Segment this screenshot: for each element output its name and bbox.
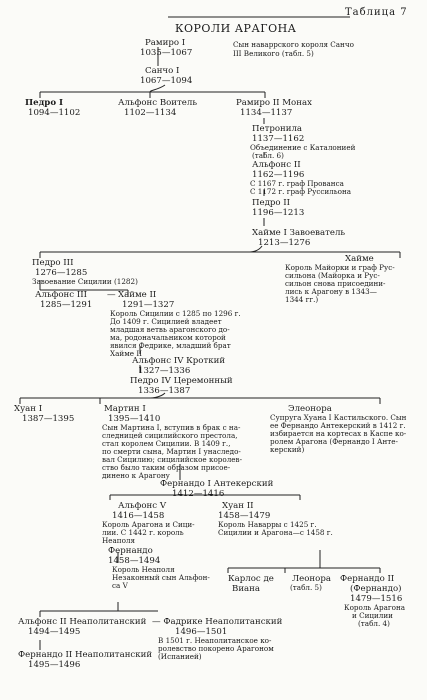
fernando2-note-2: и Сицилии [352,611,393,620]
juan2-name: Хуан II [222,501,254,511]
jaime2-note-4: ма, родоначальником которой [110,333,226,342]
juan2-note-2: Сицилии и Арагона—с 1458 г. [218,528,333,537]
ferrante-note-1: Король Неаполя [112,565,175,574]
jaime2-note-5: явился Федрике, младший брат [110,341,231,350]
petronila-note-2: (табл. 6) [252,151,284,160]
ferrante-note-3: са V [112,581,128,590]
ramiro2-years: 1134—1137 [240,108,293,118]
alfonso4-years: 1327—1336 [138,366,191,376]
jaime2-name: Хайме II [118,290,157,300]
pedro1-name: Педро I [25,98,64,108]
alfonso5-note-1: Король Арагона и Сици- [102,520,195,529]
ramiro1-years: 1035—1067 [140,48,193,58]
leonor-name: Леонора [292,574,331,584]
fernando2-naples-years: 1495—1496 [28,660,81,670]
alfonso2-naples-name: Альфонс II Неаполитанский [18,617,147,627]
jaime2-note-6: Хайме II [110,349,142,358]
fernando1-years: 1412—1416 [172,489,225,499]
fadrique-name: — Фадрике Неаполитанский [152,617,283,627]
alfonso3-years: 1285—1291 [40,300,93,310]
fadrique-years: 1496—1501 [175,627,228,637]
juan2-note-1: Король Наварры с 1425 г. [218,520,317,529]
fadrique-note-1: В 1501 г. Неаполитанское ко- [158,636,272,645]
alfonso5-note-2: лии. С 1442 г. король [102,528,184,537]
jaime-mallorca-note-2: сильона (Майорка и Рус- [285,271,380,280]
fernando2-naples-name: Фернандо II Неаполитанский [18,650,153,660]
martin1-note-2: следницей сицилийского престола, [102,431,238,440]
sancho1-years: 1067—1094 [140,76,193,86]
pedro2-name: Педро II [252,198,291,208]
leonor-note: (табл. 5) [290,583,322,592]
carlos-name-2: Виана [232,584,261,594]
jaime1-name: Хайме I Завоеватель [252,228,346,238]
pedro3-name: Педро III [32,258,74,268]
petronila-years: 1137—1162 [252,134,305,144]
alfonso2-note-2: С 1172 г. граф Руссильона [250,187,352,196]
alfonso3-dash: — [107,290,116,300]
ferrante-years: 1458—1494 [108,556,161,566]
martin1-note-6: ство было таким образом присое- [102,463,231,472]
martin1-note-7: динено к Арагону [102,471,170,480]
fernando2-years: 1479—1516 [350,594,403,604]
carlos-name: Карлос де [228,574,274,584]
ferrante-name: Фернандо [108,546,153,556]
pedro1-years: 1094—1102 [28,108,81,118]
martin1-note-5: вал Сицилию; сицилийское королев- [102,455,243,464]
eleonora-note-3: избирается на кортесах в Каспе ко- [270,429,407,438]
petronila-note-1: Объединение с Каталонией [250,143,356,152]
fernando2-note-3: (табл. 4) [358,619,390,628]
fernando2-name-2: (Фернандо) [350,584,402,594]
pedro3-note: Завоевание Сицилии (1282) [32,277,138,286]
eleonora-name: Элеонора [288,404,332,414]
eleonora-note-1: Супруга Хуана I Кастильского. Сын [270,413,407,422]
martin1-note-3: стал королем Сицилии. В 1409 г., [102,439,231,448]
jaime2-years: 1291—1327 [122,300,175,310]
ramiro1-note: Сын наваррского короля Санчо III Великого (табл. 5) [233,40,354,58]
alfonso1-years: 1102—1134 [124,108,177,118]
eleonora-note-5: керский) [270,445,305,454]
jaime-mallorca-note-3: сильон снова присоедини- [285,279,386,288]
alfonso4-name: Альфонс IV Кроткий [132,356,226,366]
petronila-name: Петронила [252,124,303,134]
alfonso2-years: 1162—1196 [252,170,305,180]
jaime-mallorca-note-4: лись к Арагону в 1343— [285,287,377,296]
alfonso5-years: 1416—1458 [112,511,165,521]
alfonso2-name: Альфонс II [252,160,301,170]
jaime1-years: 1213—1276 [258,238,311,248]
alfonso5-note-3: Неаполя [102,536,136,545]
jaime2-note-2: До 1409 г. Сицилией владеет [110,317,222,326]
jaime2-note-1: Король Сицилии с 1285 по 1296 г. [110,309,241,318]
pedro4-name: Педро IV Церемонный [130,376,233,386]
fernando1-name: Фернандо I Антекерский [160,479,274,489]
jaime2-note-3: младшая ветвь арагонского до- [110,325,230,334]
martin1-name: Мартин I [104,404,146,414]
eleonora-note-2: ее Фернандо Антекерский в 1412 г. [270,421,406,430]
fernando2-name: Фернандо II [340,574,395,584]
juan1-years: 1387—1395 [22,414,75,424]
martin1-years: 1395—1410 [108,414,161,424]
fernando2-note-1: Король Арагона [344,603,406,612]
eleonora-note-4: ролем Арагона (Фернандо I Анте- [270,437,398,446]
alfonso3-name: Альфонс III [35,290,88,300]
juan2-years: 1458—1479 [218,511,271,521]
martin1-note-4: по смерти сына, Мартин I унаследо- [102,447,241,456]
table-number: Таблица 7 [345,7,408,18]
jaime-mallorca-name: Хайме [345,254,374,264]
martin1-note-1: Сын Мартина I, вступив в брак с на- [102,423,241,432]
page-title: КОРОЛИ АРАГОНА [175,22,297,35]
pedro3-years: 1276—1285 [35,268,88,278]
ramiro1-name: Рамиро I [145,38,186,48]
juan1-name: Хуан I [14,404,43,414]
fadrique-note-3: (Испанией) [158,652,202,661]
fadrique-note-2: ролевство покорено Арагоном [158,644,274,653]
alfonso2-naples-years: 1494—1495 [28,627,81,637]
ferrante-note-2: Незаконный сын Альфон- [112,573,210,582]
sancho1-name: Санчо I [145,66,180,76]
alfonso1-name: Альфонс Воитель [118,98,198,108]
jaime-mallorca-note-5: 1344 гг.) [285,295,319,304]
ramiro2-name: Рамиро II Монах [236,98,312,108]
alfonso5-name: Альфонс V [118,501,167,511]
pedro2-years: 1196—1213 [252,208,305,218]
jaime-mallorca-note-1: Король Майорки и граф Рус- [285,263,395,272]
pedro4-years: 1336—1387 [138,386,191,396]
alfonso2-note-1: С 1167 г. граф Прованса [250,179,344,188]
